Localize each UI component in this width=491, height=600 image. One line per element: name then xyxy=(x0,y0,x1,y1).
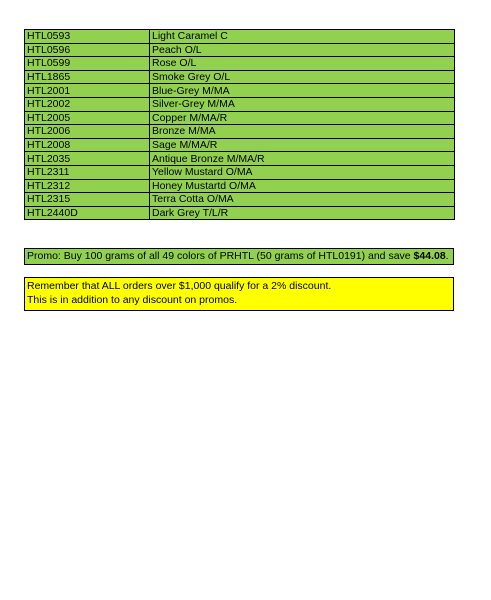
color-name-cell: Yellow Mustard O/MA xyxy=(150,165,455,179)
color-code-cell: HTL2001 xyxy=(25,84,150,98)
discount-notice-line-2: This is in addition to any discount on promos. xyxy=(27,294,238,306)
color-name-cell: Silver-Grey M/MA xyxy=(150,97,455,111)
promo-savings-amount: $44.08 xyxy=(413,250,446,262)
discount-notice-line-1: Remember that ALL orders over $1,000 qualify for a 2% discount. xyxy=(27,280,332,292)
table-row xyxy=(25,152,455,166)
color-name-cell: Dark Grey T/L/R xyxy=(150,206,455,220)
color-code-cell: HTL0599 xyxy=(25,57,150,71)
color-code-cell: HTL2440D xyxy=(25,206,150,220)
color-name-cell: Antique Bronze M/MA/R xyxy=(150,152,455,166)
color-code-cell: HTL2311 xyxy=(25,165,150,179)
table-row xyxy=(25,70,455,84)
table-row xyxy=(25,138,455,152)
table-row xyxy=(25,97,455,111)
table-row xyxy=(25,30,455,44)
color-code-cell: HTL2008 xyxy=(25,138,150,152)
color-code-cell: HTL2315 xyxy=(25,193,150,207)
table-row xyxy=(25,57,455,71)
color-name-cell: Rose O/L xyxy=(150,57,455,71)
table-row xyxy=(25,165,455,179)
promo-suffix: . xyxy=(445,250,449,262)
color-code-cell: HTL2312 xyxy=(25,179,150,193)
color-code-cell: HTL0593 xyxy=(25,30,150,44)
color-table-body xyxy=(25,30,455,220)
color-code-cell: HTL2005 xyxy=(25,111,150,125)
color-name-cell: Terra Cotta O/MA xyxy=(150,193,455,207)
table-row xyxy=(25,179,455,193)
color-code-cell: HTL2002 xyxy=(25,97,150,111)
color-name-cell: Sage M/MA/R xyxy=(150,138,455,152)
table-row xyxy=(25,125,455,139)
table-row xyxy=(25,206,455,220)
color-code-cell: HTL1865 xyxy=(25,70,150,84)
table-row xyxy=(25,84,455,98)
color-name-cell: Honey Mustartd O/MA xyxy=(150,179,455,193)
color-code-cell: HTL2035 xyxy=(25,152,150,166)
table-row xyxy=(25,193,455,207)
table-row xyxy=(25,111,455,125)
color-code-cell: HTL2006 xyxy=(25,125,150,139)
color-name-cell: Bronze M/MA xyxy=(150,125,455,139)
promo-text: Promo: Buy 100 grams of all 49 colors of PRHTL (50 grams of HTL0191) and save xyxy=(27,250,414,262)
color-name-cell: Blue-Grey M/MA xyxy=(150,84,455,98)
color-name-cell: Smoke Grey O/L xyxy=(150,70,455,84)
color-table xyxy=(24,29,455,220)
table-row xyxy=(25,43,455,57)
color-code-cell: HTL0596 xyxy=(25,43,150,57)
color-name-cell: Peach O/L xyxy=(150,43,455,57)
discount-notice-box xyxy=(24,277,454,311)
color-name-cell: Copper M/MA/R xyxy=(150,111,455,125)
color-name-cell: Light Caramel C xyxy=(150,30,455,44)
promo-box xyxy=(24,248,454,265)
